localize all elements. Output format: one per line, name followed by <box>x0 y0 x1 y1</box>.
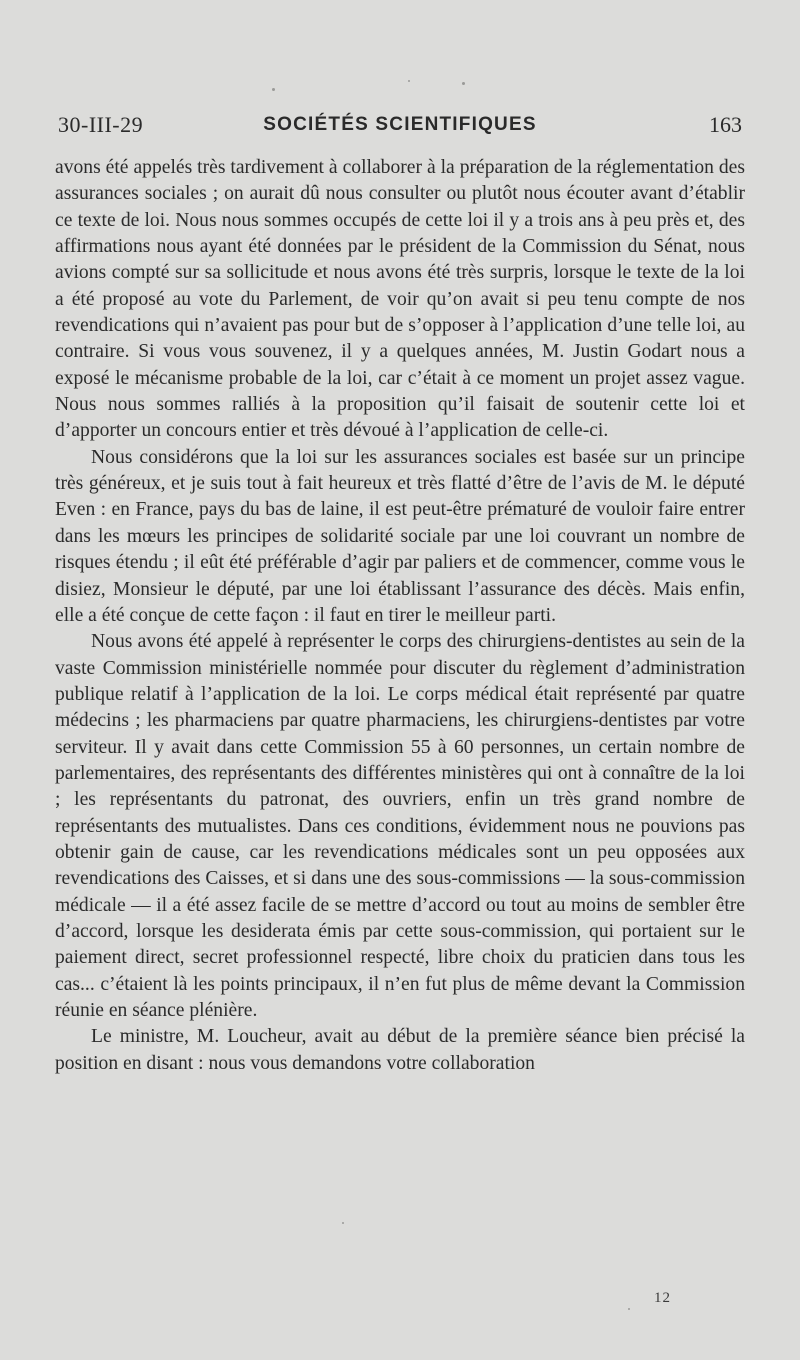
header-title: SOCIÉTÉS SCIENTIFIQUES <box>263 114 537 135</box>
paragraph: Nous considérons que la loi sur les assurances sociales est basée sur un principe très généreux, et je suis tout à fait heureux et très flatté d’être de l’avis de M. le député Even : en France, pays du bas de laine, il est peut-être prématuré de vouloir faire entrer dans les mœurs les principes de solidarité sociale par une loi couvrant un nombre de risques étendu ; il eût été préférable d’agir par paliers et de commencer, comme vous le disiez, Monsieur le député, par une loi établissant l’assurance des décès. Mais enfin, elle a été conçue de cette façon : il faut en tirer le meilleur parti. <box>55 446 745 626</box>
body-text <box>55 155 745 1077</box>
paragraph: avons été appelés très tardivement à collaborer à la préparation de la réglementation des assurances sociales ; on aurait dû nous consulter ou plutôt nous écouter avant d’établir ce texte de loi. Nous nous sommes occupés de cette loi il y a trois ans à peu près et, des affirmations nous ayant été données par le président de la Commission du Sénat, nous avions compté sur sa sollicitude et nous avons été très surpris, lorsque le texte de la loi a été proposé au vote du Parlement, de voir qu’on avait si peu tenu compte de nos revendications qui n’avaient pas pour but de s’opposer à l’application d’une telle loi, au contraire. Si vous vous souvenez, il y a quelques années, M. Justin Godart nous a exposé le mécanisme probable de la loi, car c’était à ce moment un projet assez vague. Nous nous sommes ralliés à la proposition qu’il faisait de soutenir cette loi et d’apporter un concours entier et très dévoué à l’application de celle-ci. <box>55 157 745 442</box>
paragraph: Le ministre, M. Loucheur, avait au début de la première séance bien précisé la position en disant : nous vous demandons votre collaboration <box>55 1026 745 1074</box>
header-date: 30-III-29 <box>58 112 144 137</box>
paper-speck <box>462 82 465 85</box>
signature-mark: 12 <box>654 1290 671 1306</box>
paper-speck <box>408 80 410 82</box>
paper-speck <box>272 88 275 91</box>
paragraph: Nous avons été appelé à représenter le corps des chirurgiens-dentistes au sein de la vaste Commission ministérielle nommée pour discuter du règlement d’administration publique relatif à l’application de la loi. Le corps médical était représenté par quatre médecins ; les pharmaciens par quatre pharmaciens, les chirurgiens-dentistes par votre serviteur. Il y avait dans cette Commission 55 à 60 personnes, un certain nombre de parlementaires, des représentants des différentes ministères qui ont à connaître de la loi ; les représentants du patronat, des ouvriers, enfin un très grand nombre de représentants des mutualistes. Dans ces conditions, évidemment nous ne pouvions pas obtenir gain de cause, car les revendications médicales sont un peu opposées aux revendications des Caisses, et si dans une des sous-commissions — la sous-commission médicale — il a été assez facile de se mettre d’accord ou tout au moins de sembler être d’accord, lorsque les desiderata émis par cette sous-commission, qui portaient sur le paiement direct, secret professionnel respecté, libre choix du praticien dans tous les cas... c’étaient là les points principaux, il n’en fut plus de même devant la Commission réunie en séance plénière. <box>55 631 745 1021</box>
page-number: 163 <box>709 112 742 137</box>
paper-speck <box>628 1308 630 1310</box>
running-header <box>58 112 742 142</box>
paper-speck <box>342 1222 344 1224</box>
